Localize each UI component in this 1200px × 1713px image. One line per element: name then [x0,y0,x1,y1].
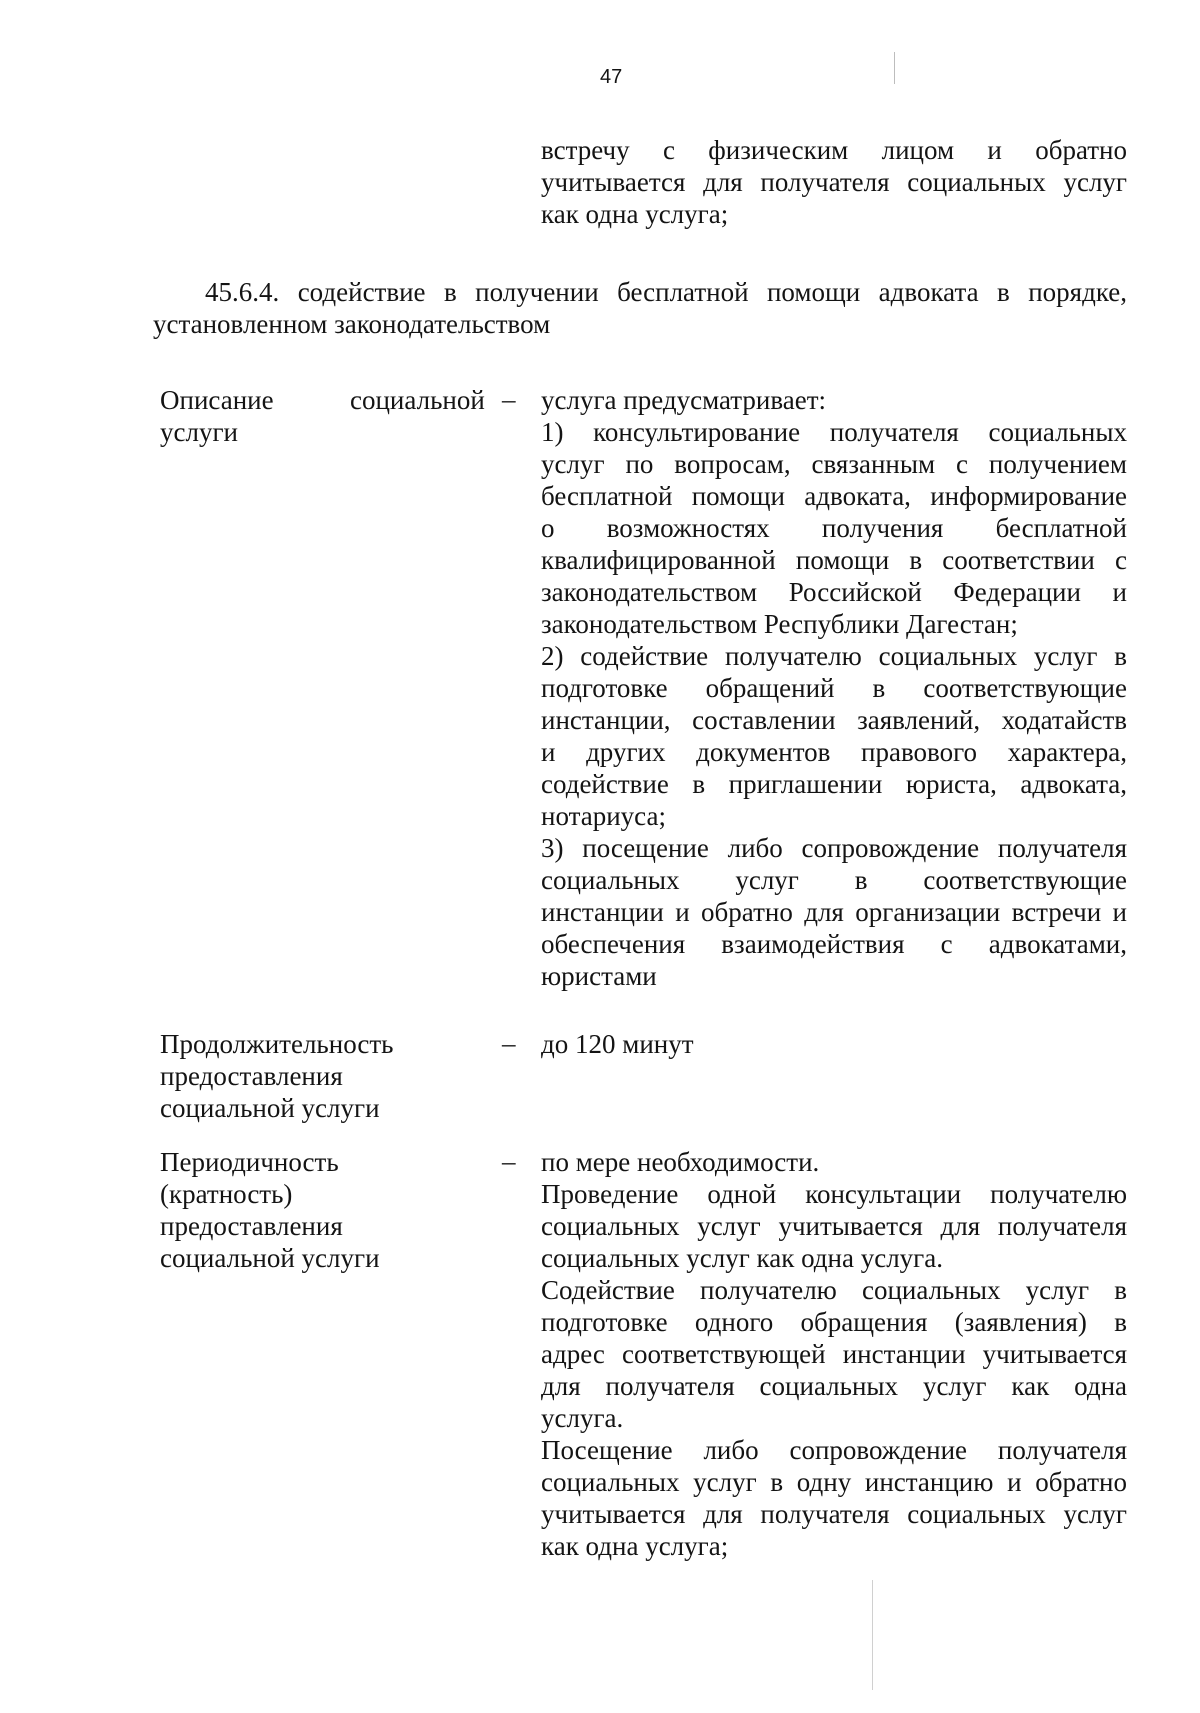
heading-line: установленном законодательством [153,309,551,339]
text-line: подготовке одного обращения (заявления) в [541,1307,1127,1337]
text-line: содействие в приглашении юриста, адвоката, [541,769,1127,799]
text-line: 3) посещение либо сопровождение получателя [541,833,1127,863]
text-line: встречу с физическим лицом и обратно [541,135,1127,165]
text-line: адрес соответствующей инстанции учитывается [541,1339,1127,1369]
text-line: подготовке обращений в соответствующие [541,673,1127,703]
text-line: услуг по вопросам, связанным с получением [541,449,1127,479]
text-line: социальных услуг как одна услуга. [541,1243,943,1273]
text-line: 1) консультирование получателя социальных [541,417,1127,447]
label-line: Периодичность [160,1147,339,1177]
text-line: и других документов правового характера, [541,737,1127,767]
text-line: услуга предусматривает: [541,385,826,415]
duration-value [541,1028,1127,1060]
text-line: Посещение либо сопровождение получателя [541,1435,1127,1465]
top-continuation [541,134,1127,230]
text-line: учитывается для получателя социальных услуг [541,167,1127,197]
text-line: бесплатной помощи адвоката, информирование [541,481,1127,511]
text-line: Содействие получателю социальных услуг в [541,1275,1127,1305]
text-line: учитывается для получателя социальных услуг [541,1499,1127,1529]
label-word: социальной [350,385,485,415]
duration-dash: – [502,1028,516,1058]
text-line: по мере необходимости. [541,1147,820,1177]
label-line: социальной услуги [160,1243,380,1273]
text-line: как одна услуга; [541,1531,729,1561]
label-line: (кратность) [160,1179,293,1209]
text-line: обеспечения взаимодействия с адвокатами, [541,929,1127,959]
frequency-value [541,1146,1127,1562]
text-line: инстанции, составлении заявлений, ходатайств [541,705,1127,735]
frequency-dash: – [502,1146,516,1176]
text-line: инстанции и обратно для организации встречи и [541,897,1127,927]
label-word: Описание [160,385,274,415]
description-label [160,384,490,448]
text-line: 2) содействие получателю социальных услуг в [541,641,1127,671]
section-heading [153,276,1127,340]
text-line: законодательством Российской Федерации и [541,577,1127,607]
text-line: квалифицированной помощи в соответствии с [541,545,1127,575]
text-line: как одна услуга; [541,199,729,229]
text-line: социальных услуг в одну инстанцию и обратно [541,1467,1127,1497]
description-value [541,384,1127,992]
scan-artifact-bottom [872,1580,873,1690]
label-line: предоставления [160,1061,343,1091]
text-line: до 120 минут [541,1029,694,1059]
text-line: социальных услуг учитывается для получателя [541,1211,1127,1241]
text-line: нотариуса; [541,801,666,831]
page-number: 47 [600,66,623,88]
label-line: услуги [160,417,238,447]
heading-line: 45.6.4. содействие в получении бесплатной помощи адвоката в порядке, [205,277,1127,307]
description-dash: – [502,384,516,414]
text-line: Проведение одной консультации получателю [541,1179,1127,1209]
label-line: социальной услуги [160,1093,380,1123]
frequency-label [160,1146,490,1274]
text-line: законодательством Республики Дагестан; [541,609,1018,639]
scan-artifact-top [894,52,895,84]
label-line [160,384,490,416]
text-line: о возможностях получения бесплатной [541,513,1127,543]
text-line: юристами [541,961,657,991]
duration-label [160,1028,490,1124]
text-line: для получателя социальных услуг как одна [541,1371,1127,1401]
label-line: предоставления [160,1211,343,1241]
label-line: Продолжительность [160,1029,394,1059]
text-line: услуга. [541,1403,624,1433]
text-line: социальных услуг в соответствующие [541,865,1127,895]
